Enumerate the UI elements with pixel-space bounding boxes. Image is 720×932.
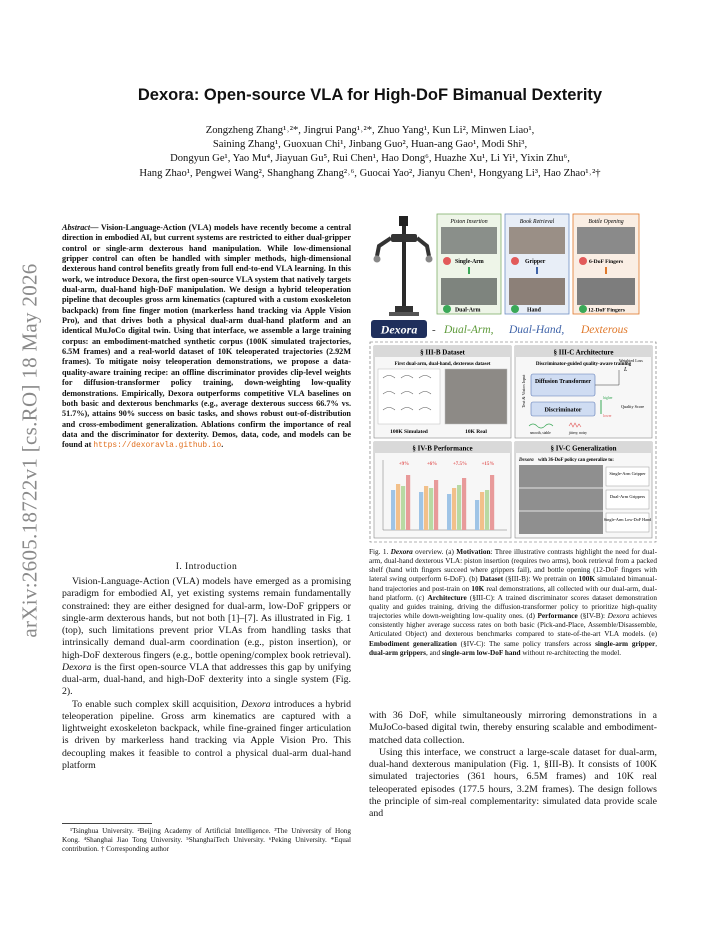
performance-bar: [429, 488, 433, 530]
discriminator-label: Discriminator: [544, 406, 582, 414]
arxiv-stamp: [10, 200, 50, 700]
task-fail-label: Single-Arm: [455, 259, 484, 265]
dexora-logo-text: Dexora: [380, 322, 418, 337]
footnote-rule: [62, 823, 152, 824]
introduction-body: [62, 576, 351, 772]
caption-name: Dexora: [390, 548, 413, 556]
task-pass-label: Hand: [527, 307, 541, 314]
task-title: Book Retrieval: [519, 219, 555, 225]
task-title: Piston Insertion: [450, 219, 488, 225]
generalization-item: Single-Arm Gripper: [609, 471, 646, 476]
generalization-panel: [515, 442, 652, 538]
task-pass-label: Dual-Arm: [455, 307, 481, 314]
performance-bar: [452, 488, 456, 530]
generalization-title: § IV-C Generalization: [550, 444, 617, 453]
body-paragraph-dataset: Using this interface, we construct a large-scale dataset for dual-arm, dual-hand dexterous manipulation (Fig. 1, §III-B). It consists of 100K simulated trajectories (361 hours, 6.5M frames) and 10K real teleoperated episodes (177.5 hours, 3.2M frames). The design follows the principle of sim-real complementarity: simulated data provide scale and: [369, 746, 657, 819]
performance-panel: [374, 442, 511, 538]
performance-bar: [462, 478, 466, 530]
task-fail-label: 6-DoF Fingers: [589, 259, 624, 265]
higher-label: higher: [603, 396, 613, 400]
generalization-sub-name: Dexora: [519, 458, 534, 463]
abstract-text: — Vision-Language-Action (VLA) models have recently become a central direction in embodied AI, but current systems are restricted to either dual-gripper control or single-arm dexterous hand manipulation. While low-dimensional gripper control can often be handled with simpler methods, high-dimensional dexterous hand control benefits greatly from full end-to-end VLA learning. In this work, we introduce Dexora, the first open-source VLA system that natively targets dual-arm, dual-hand high-DoF manipulation. We design a hybrid teleoperation pipeline that decouples gross arm kinematics (captured with a custom exoskeleton backpack) from fine finger motion (markerless hand tracking via Apple Vision Pro), and that drives both a physical dual-arm dual-hand platform and an identical MuJoCo digital twin. Using that interface, we assemble a large training corpus: an embodiment-matched synthetic corpus (100K simulated trajectories, 6.5M frames) and a real-world dataset of 10K teleoperated trajectories (2.92M frames). To mitigate noisy teleoperation demonstrations, we propose a data-quality-aware training recipe: an offline discriminator provides clip-level weights for diffusion-transformer policy training, down-weighting low-quality demonstrations. Empirically, Dexora outperforms competitive VLA baselines on both basic and dexterous benchmarks (e.g., average dexterous success 66.7% vs. 51.7%), attains 90% success on basic tasks, and shows robust out-of-distribution and cross-embodiment generalization. Ablations confirm the importance of real data and the discriminator for dexterity. Demos, data, code, and models can be found at: [62, 223, 351, 450]
author-line-3: Dongyun Ge¹, Yao Mu⁴, Jiayuan Gu⁵, Rui Chen¹, Hao Dong⁶, Huazhe Xu¹, Li Yi¹, Yixin Zhu⁶,: [170, 153, 570, 165]
performance-bar: [391, 490, 395, 530]
task-pass-label: 12-DoF Fingers: [588, 307, 625, 314]
task-panel-book: [505, 214, 569, 314]
banner-dual-arm: Dual-Arm,: [444, 324, 494, 336]
architecture-panel: [515, 346, 652, 438]
author-line-2: Saining Zhang¹, Guoxuan Chi¹, Jinbang Guo², Huan-ang Gao¹, Modi Shi³,: [212, 139, 528, 151]
abstract: [62, 223, 351, 452]
project-link[interactable]: https://dexoravla.github.io: [93, 441, 222, 451]
abstract-label: Abstract: [62, 223, 91, 232]
dexora-name: Dexora: [241, 698, 271, 710]
arch-input-label: Text & Vision Input: [521, 374, 526, 408]
robot-illustration: [374, 216, 433, 316]
dataset-sim-label: 100K Simulated: [390, 429, 428, 435]
architecture-subtitle: Discriminator-guided quality-aware training: [535, 362, 632, 367]
right-column-body: [369, 710, 657, 820]
quality-score-label: Quality Score: [621, 404, 645, 409]
performance-bar: [457, 485, 461, 530]
author-line-4: Hang Zhao¹, Pengwei Wang², Shanghang Zhang²˒⁶, Guocai Yao², Jianyu Chen¹, Hongyang Li³, Hao Zhao¹˒²†: [139, 167, 601, 179]
dataset-title: § III-B Dataset: [420, 348, 465, 357]
gain-label: +9%: [398, 462, 410, 467]
banner-dexterous: Dexterous: [581, 324, 628, 336]
performance-bar: [406, 475, 410, 530]
dataset-real-label: 10K Real: [465, 429, 487, 435]
dexora-banner: [371, 320, 628, 338]
abstract-end: .: [221, 440, 224, 450]
generalization-sub-rest: with 36-DoF policy can generalize to:: [538, 458, 614, 463]
jittery-label: jittery, noisy: [569, 431, 587, 435]
dataset-panel: [374, 346, 511, 438]
performance-bar: [490, 475, 494, 530]
generalization-item: Single-Arm Low-DoF Hand: [603, 517, 652, 522]
author-line-1: Zongzheng Zhang¹˒²*, Jingrui Pang¹˒²*, Zhuo Yang¹, Kun Li², Minwen Liao¹,: [205, 125, 535, 136]
dataset-subtitle: First dual-arm, dual-hand, dexterous dataset: [394, 362, 491, 367]
paper-title: Dexora: Open-source VLA for High-DoF Bimanual Dexterity: [137, 86, 603, 104]
task-panel-piston: [437, 214, 501, 314]
lower-label: lower: [603, 414, 612, 418]
gain-label: +15%: [481, 462, 495, 467]
intro-paragraph-2: To enable such complex skill acquisition, Dexora introduces a hybrid teleoperation pipeline. Gross arm kinematics are captured with a lightweight exoskeleton backpack, while fine-grained finger articulation is driven by markerless hand tracking via Apple Vision Pro. This decoupling makes it feasible to control a physical dual-arm dual-hand platform: [62, 698, 351, 771]
dexora-name: Dexora: [62, 661, 92, 673]
performance-bar: [424, 486, 428, 530]
loss-symbol: L: [624, 367, 628, 373]
diffusion-transformer-block: [531, 374, 595, 396]
performance-bar: [447, 494, 451, 530]
intro-paragraph-1: Vision-Language-Action (VLA) models have emerged as a promising paradigm for embodied AI, yet existing systems remain fundamentally constrained: they are either designed for dual-arm, low-DoF grippers or single-arm dexterous hands, but not both [1]–[7]. As illustrated in Fig. 1 (top), such limitations prevent prior VLAs from handling tasks that intrinsically demand dual-arm coordination (e.g., piston insertion), or high-DoF dexterous fingers (e.g., bottle opening/complex book retrieval). Dexora is the first open-source VLA that addresses this gap by unifying dual-arm, dual-hand, and high-DoF dexterity into a single system (Fig. 2).: [62, 576, 351, 698]
gain-label: +7.5%: [452, 462, 468, 467]
figure-1-caption: Fig. 1. Dexora overview. (a) Motivation: Three illustrative contrasts highlight the need for dual-arm, dual-hand dexterous VLA: piston insertion (requires two arms), book retrieval from a packed shelf (hand with fingers succeed where grippers fail), and bottle opening (12-DoF fingers with lateral swing outperform 6-DoF). (b) Dataset (§III-B): We pretrain on 100K simulated bimanual-hand trajectories and post-train on 10K real demonstrations, all collected with our dual-arm, dual-hand platform. (c) Architecture (§III-C): A trained discriminator scores dataset demonstration quality and guides training, driving the diffusion-transformer policy to prioritize high-quality trajectories while down-weighting low-quality ones. (d) Performance (§IV-B): Dexora achieves consistently higher average success rates on both basic (Pick-and-Place, Assemble/Disassemble, Articulated Object) and dexterous benchmarks compared to state-of-the-art VLA models. (e) Embodiment generalization (§IV-C): The same policy transfers across single-arm gripper, dual-arm grippers, and single-arm low-DoF hand without re-architecting the model.: [369, 548, 658, 657]
body-paragraph-continuation: with 36 DoF, while simultaneously mirroring demonstrations in a MuJoCo-based digital twin, thereby ensuring scalable and embodiment-matched data collection.: [369, 710, 657, 746]
arxiv-stamp-text: arXiv:2605.18722v1 [cs.RO] 18 May 2026: [17, 262, 42, 638]
affiliations-footnote: ¹Tsinghua University. ²Beijing Academy of Artificial Intelligence. ³The University of Hong Kong. ⁴Shanghai Jiao Tong University. ⁵ShanghaiTech University. ⁶Peking University. *Equal contribution. † Corresponding author: [62, 827, 351, 854]
banner-dash: -: [432, 324, 436, 336]
smooth-label: smooth, stable: [530, 431, 551, 435]
author-list: [70, 124, 670, 181]
architecture-title: § III-C Architecture: [553, 348, 614, 357]
weighted-loss-label: Weighted Loss: [619, 358, 643, 363]
performance-bar: [419, 492, 423, 530]
banner-dual-hand: Dual-Hand,: [509, 324, 565, 336]
performance-title: § IV-B Performance: [412, 444, 473, 453]
diffusion-label: Diffusion Transformer: [535, 379, 591, 385]
task-panel-bottle: [573, 214, 639, 314]
performance-bar: [396, 484, 400, 530]
task-title: Bottle Opening: [588, 219, 624, 225]
task-fail-label: Gripper: [525, 259, 546, 265]
section-heading-introduction: I. Introduction: [175, 561, 238, 572]
generalization-item: Dual-Arm Grippers: [609, 494, 646, 499]
performance-bar: [401, 486, 405, 530]
performance-bar: [475, 500, 479, 530]
performance-bar: [485, 490, 489, 530]
performance-bar: [434, 480, 438, 530]
gain-label: +6%: [426, 462, 438, 467]
figure-1-overview: [369, 212, 657, 544]
performance-bar: [480, 492, 484, 530]
